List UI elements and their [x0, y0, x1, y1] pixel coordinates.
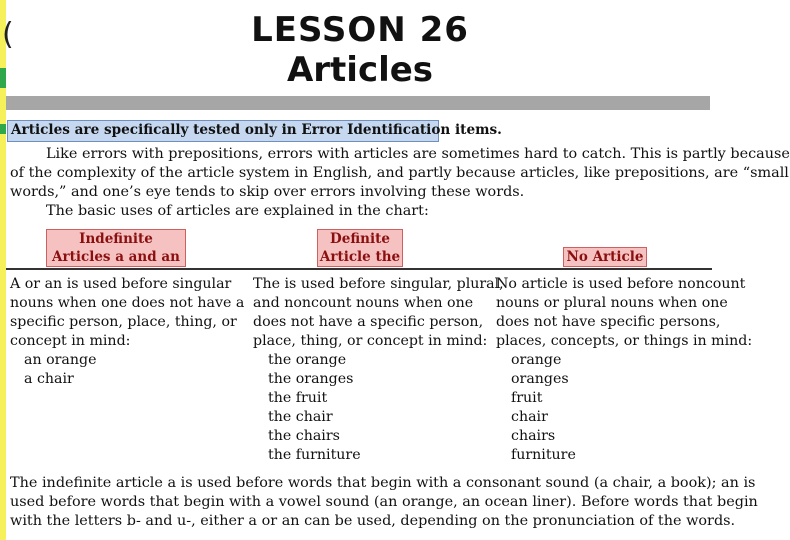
indefinite-example: an orange [24, 352, 97, 368]
definite-example: the chairs [268, 428, 340, 444]
no-article-text: No article is used before noncount [496, 276, 746, 292]
no-article-text: places, concepts, or things in mind: [496, 333, 753, 349]
intro-line: of the complexity of the article system in English, and partly because articles, like prepositions, are “small [10, 165, 789, 181]
definite-example: the oranges [268, 371, 354, 387]
definite-header: Article the [319, 249, 401, 265]
indefinite-text: specific person, place, thing, or [10, 314, 237, 330]
chart-rule [6, 268, 712, 270]
lesson-title: LESSON 26 [251, 10, 469, 50]
bracket-icon: ( [2, 17, 14, 52]
definite-example: the orange [268, 352, 347, 368]
no-article-example: furniture [511, 447, 576, 463]
left-accent-marker-2 [0, 124, 6, 134]
no-article-text: nouns or plural nouns when one [496, 295, 728, 311]
indefinite-text: nouns when one does not have a [10, 295, 245, 311]
intro-line: words,” and one’s eye tends to skip over errors involving these words. [10, 184, 525, 200]
lesson-subtitle: Articles [286, 50, 434, 90]
footer-line: The indefinite article a is used before words that begin with a consonant sound (a chair, a book); an is [10, 475, 756, 491]
title-divider-bar [6, 96, 710, 110]
definite-text: does not have a specific person, [253, 314, 484, 330]
indefinite-header: Indefinite [79, 231, 153, 247]
footer-line: used before words that begin with a vowel sound (an orange, an ocean liner). Before words that begin [10, 494, 758, 510]
no-article-header: No Article [566, 249, 644, 265]
intro-line: Like errors with prepositions, errors with articles are sometimes hard to catch. This is partly because [46, 146, 790, 162]
no-article-example: chair [511, 409, 548, 425]
definite-text: The is used before singular, plural, [253, 276, 504, 292]
indefinite-example: a chair [24, 371, 74, 387]
definite-example: the chair [268, 409, 333, 425]
intro-line: The basic uses of articles are explained in the chart: [46, 203, 429, 219]
definite-text: and noncount nouns when one [253, 295, 474, 311]
indefinite-text: A or an is used before singular [10, 276, 232, 292]
indefinite-header: Articles a and an [52, 249, 180, 265]
no-article-example: fruit [511, 390, 543, 406]
tested-note: Articles are specifically tested only in Error Identification items. [11, 122, 502, 138]
no-article-example: chairs [511, 428, 556, 444]
indefinite-text: concept in mind: [10, 333, 131, 349]
no-article-text: does not have specific persons, [496, 314, 721, 330]
no-article-example: orange [511, 352, 562, 368]
footer-line: with the letters b- and u-, either a or an can be used, depending on the pronunciation of the words. [10, 513, 736, 529]
definite-example: the furniture [268, 447, 361, 463]
no-article-example: oranges [511, 371, 569, 387]
definite-example: the fruit [268, 390, 328, 406]
definite-text: place, thing, or concept in mind: [253, 333, 488, 349]
definite-header: Definite [330, 231, 390, 247]
